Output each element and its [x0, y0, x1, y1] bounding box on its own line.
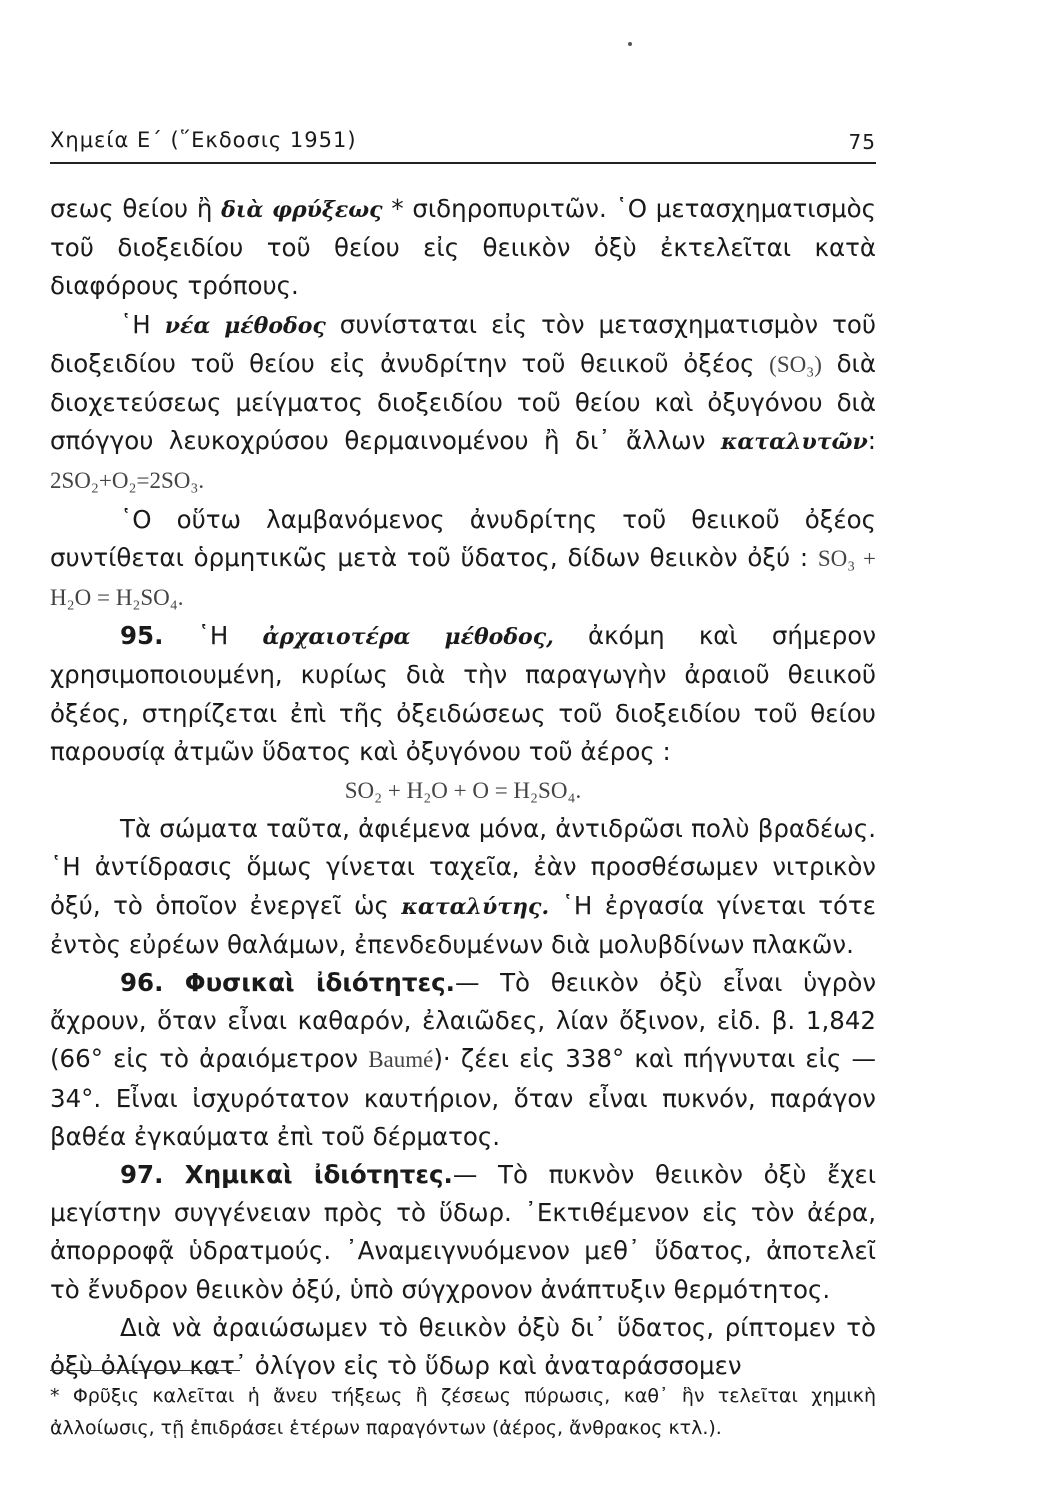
text-run: )· ζέει εἰς 338° καὶ πήγνυται εἰς —34°. Εἶναι ἰσχυρότατον καυτήριον, ὅταν εἶναι πυκνόν, παράγον βαθέα ἐγκαύματα ἐπὶ τοῦ δέρματος. [50, 1044, 876, 1151]
emphasis-term: νέα μέθοδος [164, 312, 326, 339]
section-95 [50, 617, 876, 771]
proper-name: Baumé [368, 1047, 434, 1073]
footnote [50, 1380, 876, 1444]
text-run: σεως θείου ἢ [50, 194, 222, 223]
equation-line [50, 771, 876, 810]
chemical-formula: (SO₃) [769, 351, 822, 377]
section-number: 96. [120, 968, 164, 998]
footnote-text: * Φρῦξις καλεῖται ἡ ἄνευ τήξεως ἢ ζέσεως πύρωσις, καθ᾿ ἣν τελεῖται χημικὴ ἀλλοίωσις, τῇ ἐπιδράσει ἑτέρων παραγόντων (ἀέρος, ἄνθρακος κτλ.). [50, 1385, 876, 1439]
emphasis-term: ἀρχαιοτέρα μέθοδος, [262, 624, 554, 651]
emphasis-term: διὰ φρύξεως [221, 197, 383, 223]
section-heading: Φυσικαὶ ἰδιότητες. [163, 968, 455, 998]
text-run: ῾Ο οὕτω λαμβανόμενος ἀνυδρίτης τοῦ θειικοῦ ὀξέος συντίθεται ὁρμητικῶς μετὰ τοῦ ὕδατος, δίδων θειικὸν ὀξύ : [50, 504, 876, 572]
chemical-equation: SO₂ + H₂O + O = H₂SO₄. [344, 778, 582, 804]
emphasis-term: καταλυτῶν [720, 429, 868, 456]
paragraph [50, 306, 876, 501]
text-run: διὰ διοχετεύσεως μείγματος διοξειδίου τοῦ θείου καὶ ὀξυγόνου διὰ σπόγγου λευκοχρύσου θερμαινομένου ἢ δι᾿ ἄλλων [50, 348, 877, 456]
text-run: — Τὸ θειικὸν ὀξὺ εἶναι ὑγρὸν ἄχρουν, ὅταν εἶναι καθαρόν, ἐλαιῶδες, λίαν ὄξινον, εἰδ. β. 1,842 (66° εἰς τὸ ἀραιόμετρον [50, 968, 876, 1074]
header-title: Χημεία Ε΄ (῞Εκδοσις 1951) [50, 128, 357, 152]
chemical-equation: 2SO₂+O₂=2SO₃. [50, 468, 205, 494]
text-run: — Τὸ πυκνὸν θειικὸν ὀξὺ ἔχει μεγίστην συγγένειαν πρὸς τὸ ὕδωρ. ᾿Εκτιθέμενον εἰς τὸν ἀέρα, ἀπορροφᾷ ὑδρατμούς. ᾿Αναμειγνυόμενον μεθ᾿ ὕδατος, ἀποτελεῖ τὸ ἔνυδρον θειικὸν ὀξύ, ὑπὸ σύγχρονον ἀνάπτυξιν θερμότητος. [50, 1160, 876, 1304]
ink-speck [628, 42, 632, 46]
text-run: συνίσταται εἰς τὸν μετασχηματισμὸν τοῦ διοξειδίου τοῦ θείου εἰς ἀνυδρίτην τοῦ θειικοῦ ὀξέος [50, 309, 877, 378]
text-run: ἀκόμη καὶ σήμερον χρησιμοποιουμένη, κυρίως διὰ τὴν παραγωγὴν ἀραιοῦ θειικοῦ ὀξέος, στηρίζεται ἐπὶ τῆς ὀξειδώσεως τοῦ διοξειδίου τοῦ θείου παρουσίᾳ ἀτμῶν ὕδατος καὶ ὀξυγόνου τοῦ ἀέρος : [50, 621, 877, 766]
chemical-equation: SO₃ + H₂O = H₂SO₄. [50, 545, 876, 611]
text-run: Τὰ σώματα ταῦτα, ἀφιέμενα μόνα, ἀντιδρῶσι πολὺ βραδέως. ῾Η ἀντίδρασις ὅμως γίνεται ταχεῖα, ἐὰν προσθέσωμεν νιτρικὸν ὀξύ, τὸ ὁποῖον ἐνεργεῖ ὡς [50, 814, 876, 920]
paragraph [50, 501, 876, 618]
paragraph [50, 190, 876, 306]
section-number: 97. [120, 1160, 164, 1190]
section-number: 95. [120, 621, 164, 651]
section-heading: Χημικαὶ ἰδιότητες. [163, 1160, 453, 1190]
text-run: * σιδηροπυριτῶν. ῾Ο μετασχηματισμὸς τοῦ διοξειδίου τοῦ θείου εἰς θειικὸν ὀξὺ ἐκτελεῖται κατὰ διαφόρους τρόπους. [50, 194, 876, 301]
body-text [50, 190, 876, 1385]
text-run: ῾Η [163, 621, 263, 651]
paragraph [50, 810, 876, 964]
text-run: ῾Η [120, 309, 165, 339]
footnote-divider [50, 1370, 240, 1371]
page-number: 75 [848, 130, 876, 154]
running-header [50, 118, 876, 164]
paragraph [50, 1309, 876, 1385]
section-96 [50, 964, 876, 1156]
text-run: : [867, 426, 876, 456]
section-97 [50, 1156, 876, 1309]
emphasis-term: καταλύτης. [401, 893, 550, 920]
text-run: Διὰ νὰ ἀραιώσωμεν τὸ θειικὸν ὀξὺ δι᾿ ὕδατος, ρίπτομεν τὸ ὀξὺ ὀλίγον κατ᾿ ὀλίγον εἰς τὸ ὕδωρ καὶ ἀναταράσσομεν [50, 1312, 876, 1381]
text-run: ῾Η ἐργασία γίνεται τότε ἐντὸς εὐρέων θαλάμων, ἐπενδεδυμένων διὰ μολυβδίνων πλακῶν. [50, 890, 876, 959]
